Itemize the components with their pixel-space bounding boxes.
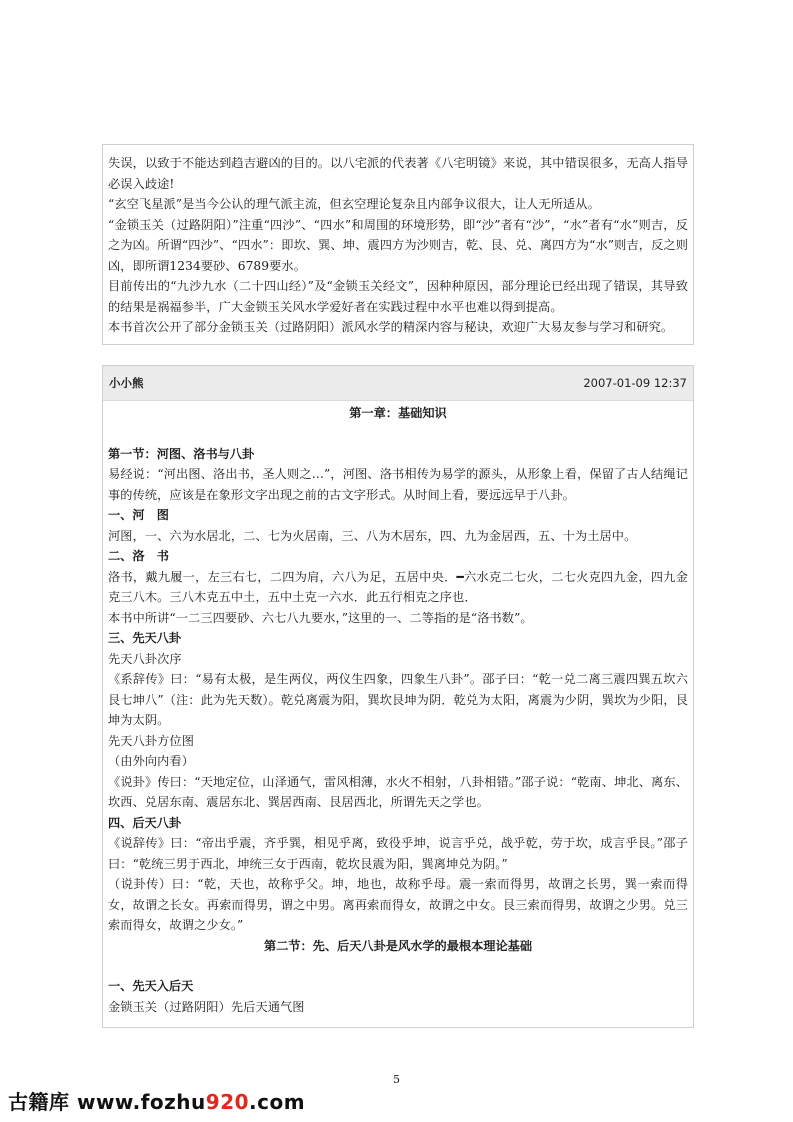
paragraph: 先天八卦次序 [108, 651, 182, 666]
intro-paragraph: 目前传出的“九沙九水（二十四山经）”及“金锁玉关经文”，因种种原因，部分理论已经出现了错误，其导致的结果是祸福参半，广大金锁玉关风水学爱好者在实践过程中水平也难以得到提高。 [108, 279, 688, 314]
subheading: 二、洛 书 [108, 549, 169, 563]
paragraph: 《系辞传》曰：“易有太极，是生两仪，两仪生四象，四象生八卦”。邵子曰：“乾一兑二离三震四巽五坎六艮七坤八”（注：此为先天数）。乾兑离震为阳，巽坎艮坤为阴．乾兑为太阳，离震为少阴，巽坎为少阳，艮坤为太阴。 [108, 672, 688, 727]
paragraph: 先天八卦方位图 [108, 733, 195, 748]
spacer [108, 424, 688, 444]
watermark-prefix: 古籍库 www.fozhu [8, 1090, 206, 1114]
subheading: 四、后天八卦 [108, 815, 182, 830]
subheading: 一、先天入后天 [108, 979, 194, 993]
watermark-suffix: .com [249, 1090, 306, 1114]
post-date: 2007-01-09 12:37 [583, 376, 687, 390]
intro-text-box [102, 144, 694, 345]
section-title: 第二节：先、后天八卦是风水学的最根本理论基础 [263, 938, 533, 953]
post-content [103, 401, 693, 1017]
intro-paragraph: “金锁玉关（过路阴阳）”注重“四沙”、“四水”和周围的环境形势，即“沙”者有“沙”，“水”者有“水”则吉，反之为凶。所谓“四沙”、“四水”：即坎、巽、坤、震四方为沙则吉，乾、艮、兑、离四方为“水”则吉，反之则凶，即所谓1234要砂、6789要水。 [108, 217, 688, 273]
paragraph: （由外向内看） [108, 754, 195, 768]
intro-paragraph: 失误，以致于不能达到趋吉避凶的目的。以八宅派的代表著《八宅明镜》来说，其中错误很多，无高人指导必误入歧途! [108, 156, 688, 191]
paragraph: 《说卦》传曰：“天地定位，山泽通气，雷风相薄，水火不相射，八卦相错。”邵子说：“乾南、坤北、离东、坎西、兑居东南、震居东北、巽居西南、艮居西北，所谓先天之学也。 [108, 774, 688, 809]
intro-paragraph: “玄空飞星派”是当今公认的理气派主流，但玄空理论复杂且内部争议很大，让人无所适从。 [108, 197, 600, 211]
paragraph: 金锁玉关（过路阴阳）先后天通气图 [108, 999, 305, 1014]
paragraph: （说卦传）曰：“乾，天也，故称乎父。坤，地也，故称乎母。震一索而得男，故谓之长男，巽一索而得女，故谓之长女。再索而得男，谓之中男。离再索而得女，故谓之中女。艮三索而得男，故谓之少男。兑三索而得女，故谓之少女。” [108, 877, 688, 932]
paragraph: 《说辞传》曰：“帝出乎震，齐乎巽，相见乎离，致役乎坤，说言乎兑，战乎乾，劳于坎，成言乎艮。”邵子曰：“乾统三男于西北，坤统三女于西南，乾坎艮震为阳，巽离坤兑为阴。” [108, 836, 688, 871]
intro-paragraph: 本书首次公开了部分金锁玉关（过路阴阳）派风水学的精深内容与秘诀，欢迎广大易友参与学习和研究。 [108, 320, 674, 334]
subheading: 三、先天八卦 [108, 631, 182, 645]
paragraph: 易经说：“河出图、洛出书，圣人则之…”，河图、洛书相传为易学的源头，从形象上看，保留了古人结绳记事的传统，应该是在象形文字出现之前的古文字形式。从时间上看，要远远早于八卦。 [108, 467, 688, 502]
page-number: 5 [393, 1073, 400, 1086]
paragraph: 河图，一、六为水居北，二、七为火居南，三、八为木居东，四、九为金居西，五、十为土居中。 [108, 528, 637, 543]
post-header [103, 366, 693, 401]
spacer [108, 956, 688, 976]
section-title: 第一节：河图、洛书与八卦 [108, 446, 255, 461]
post-author[interactable]: 小小熊 [109, 376, 144, 390]
site-watermark [8, 1086, 305, 1115]
subheading: 一、河 图 [108, 508, 169, 522]
watermark-highlight: 920 [205, 1090, 250, 1114]
chapter-title: 第一章：基础知识 [349, 406, 447, 420]
forum-post [102, 365, 694, 1028]
paragraph: 洛书，戴九履一，左三右七，二四为肩，六八为足，五居中央．━六水克二七火，二七火克四九金，四九金克三八木。三八木克五中土，五中土克一六水．此五行相克之序也． [108, 569, 688, 604]
paragraph: 本书中所讲“一二三四要砂、六七八九要水，”这里的一、二等指的是“洛书数”。 [108, 610, 533, 625]
